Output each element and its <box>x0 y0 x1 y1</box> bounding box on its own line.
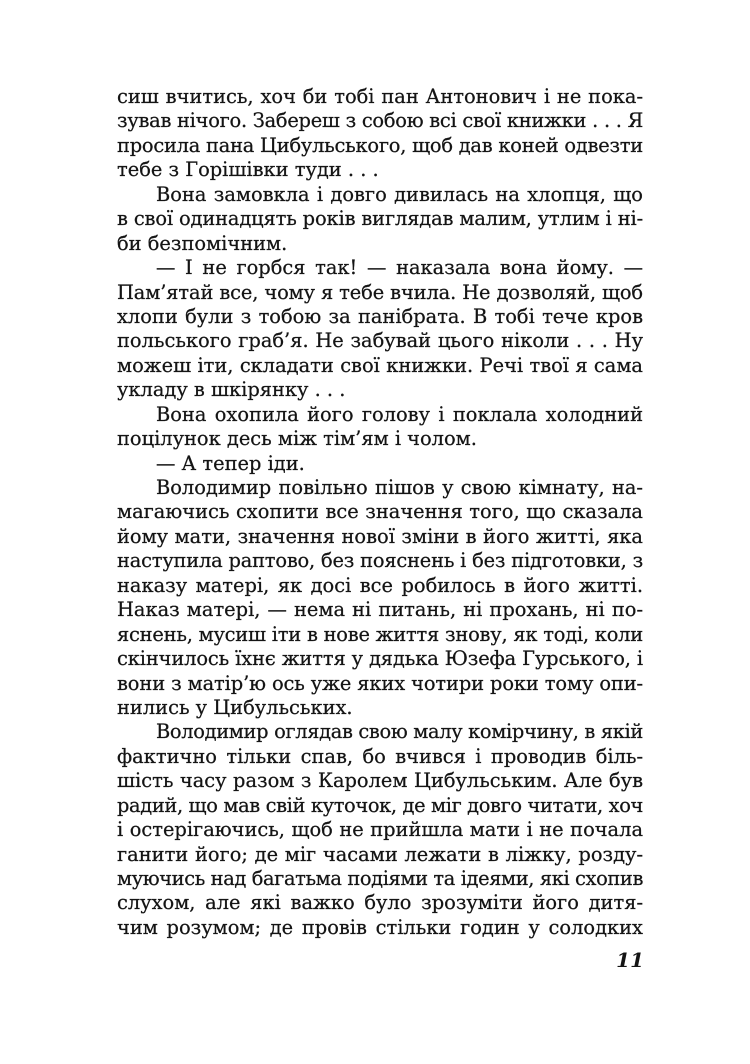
text-line: сиш вчитись, хоч би тобі пан Антонович і не пока- <box>117 85 643 108</box>
text-line: — А тепер іди. <box>156 451 305 475</box>
text-line: слухом, але які важко було зрозуміти його дитя- <box>117 891 643 915</box>
text-line: би безпомічним. <box>117 231 288 255</box>
text-line: йому мати, значення нової зміни в його житті, яка <box>117 524 643 548</box>
text-line: Вона замовкла і довго дивилась на хлопця, що <box>156 182 643 206</box>
text-line: поцілунок десь між тім’ям і чолом. <box>117 427 477 451</box>
page-number: 11 <box>616 948 644 972</box>
text-line: нились у Цибульських. <box>117 695 353 719</box>
text-line: шість часу разом з Каролем Цибульським. Але був <box>117 769 643 793</box>
text-line: — І не горбся так! — наказала вона йому. — <box>156 256 643 280</box>
text-line: муючись над багатьма подіями та ідеями, які схопив <box>117 867 643 890</box>
text-line: тебе з Горішівки туди . . . <box>117 158 379 182</box>
text-line: магаючись схопити все значення того, що сказала <box>117 500 643 524</box>
text-line: вони з матір’ю ось уже яких чотири роки тому опи- <box>117 671 643 695</box>
text-line: наступила раптово, без пояснень і без підготовки, з <box>117 549 643 573</box>
text-line: чим розумом; де провів стільки годин у солодких <box>117 915 643 939</box>
body-text <box>117 85 643 940</box>
text-line: скінчилось їхнє життя у дядька Юзефа Гурського, і <box>117 647 643 671</box>
text-line: Пам’ятай все, чому я тебе вчила. Не дозволяй, щоб <box>117 280 643 304</box>
text-line: польського граб’я. Не забувай цього ніколи . . . Ну <box>117 329 643 353</box>
text-line: укладу в шкірянку . . . <box>117 378 346 402</box>
text-line: в свої одинадцять років виглядав малим, утлим і ні- <box>117 207 643 231</box>
text-line: зував нічого. Забереш з собою всі свої книжки . . . Я <box>117 109 643 133</box>
text-line: фактично тільки спав, бо вчився і проводив біль- <box>117 744 643 768</box>
text-line: радий, що мав свій куточок, де міг довго читати, хоч <box>117 793 643 817</box>
text-line: можеш іти, складати свої книжки. Речі твої я сама <box>117 353 643 377</box>
text-line: Володимир повільно пішов у свою кімнату, на- <box>156 476 643 499</box>
text-line: Вона охопила його голову і поклала холодний <box>156 402 643 426</box>
text-line: і остерігаючись, щоб не прийшла мати і не почала <box>117 818 643 842</box>
text-line: Наказ матері, — нема ні питань, ні прохань, ні по- <box>117 598 643 622</box>
text-line: Володимир оглядав свою малу комірчину, в якій <box>156 720 643 744</box>
text-line: просила пана Цибульського, щоб дав коней одвезти <box>117 133 643 157</box>
text-line: наказу матері, як досі все робилось в його житті. <box>117 573 643 597</box>
text-line: ганити його; де міг часами лежати в ліжку, розду- <box>117 842 643 866</box>
text-line: хлопи були з тобою за панібрата. В тобі тече кров <box>117 304 643 328</box>
text-line: яснень, мусиш іти в нове життя знову, як тоді, коли <box>117 622 643 646</box>
